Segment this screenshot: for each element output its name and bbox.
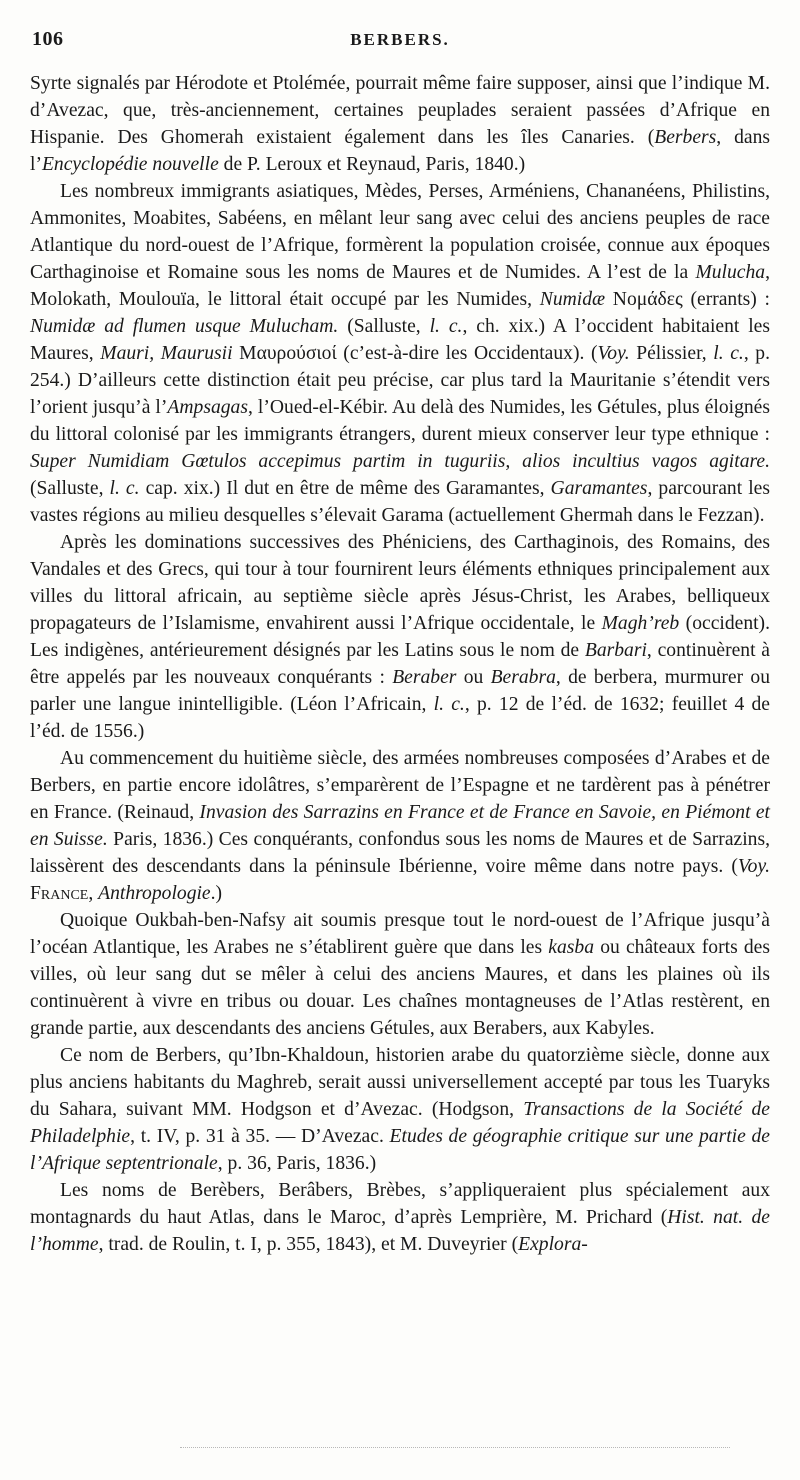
body-text: [30, 70, 770, 1258]
text-run: , p. 254.) D’ailleurs cette distinction était peu précise, car plus tard la Mauritanie s’étendit vers l’orient jusqu’à l’: [30, 343, 771, 418]
text-run: , dans l’: [30, 127, 770, 175]
text-run: Paris, 1836.) Ces conquérants, confondus sous les noms de Maures et de Sarrazins, laissèrent des descendants dans la péninsule Ibérienne, voire même dans notre pays. (: [30, 829, 770, 877]
italic-run: Magh’reb: [601, 613, 680, 634]
paragraph: [30, 1177, 770, 1258]
italic-run: Voy.: [597, 343, 630, 364]
text-run: , p. 36, Paris, 1836.): [217, 1153, 377, 1174]
text-run: .): [210, 883, 223, 904]
running-head: [30, 28, 770, 60]
italic-run: Invasion des Sarrazins en France et de France en Savoie, en Piémont et en Suisse.: [30, 802, 770, 850]
text-run: Νομάδες (errants) :: [605, 289, 770, 310]
text-run: Ce nom de Berbers, qu’Ibn-Khaldoun, historien arabe du quatorzième siècle, donne aux plus anciens habitants du Maghreb, serait aussi universellement accepté par tous les Tuaryks du Sahara, suivant MM. Hodgson et d’Avezac. (Hodgson,: [30, 1045, 770, 1120]
paragraph: [30, 178, 770, 529]
italic-run: Etudes de géographie critique sur une partie de l’Afrique septentrionale: [30, 1126, 770, 1174]
text-run: , continuèrent à être appelés par les nouveaux conquérants :: [30, 640, 770, 688]
text-run: , trad. de Roulin, t. I, p. 355, 1843), et M. Duveyrier (: [98, 1234, 519, 1255]
italic-run: Numidæ: [539, 289, 606, 310]
italic-run: Anthropologie: [98, 883, 211, 904]
italic-run: Voy.: [737, 856, 770, 877]
italic-run: Numidæ ad flumen usque Mulucham.: [30, 316, 339, 337]
text-run: de P. Leroux et Reynaud, Paris, 1840.): [218, 154, 526, 175]
text-run: Syrte signalés par Hérodote et Ptolémée, pourrait même faire supposer, ainsi que l’indique M. d’Avezac, que, très-anciennement, certaines peuplades seraient passées d’Afrique en Hispanie. Des Ghomerah existaient également dans les îles Canaries. (: [30, 73, 770, 148]
text-run: , parcourant les vastes régions au milieu desquelles s’élevait Garama (actuellement Ghermah dans le Fezzan).: [30, 478, 770, 526]
text-run: Μαυρούσιοί (c’est-à-dire les Occidentaux). (: [232, 343, 598, 364]
italic-run: Explora-: [518, 1234, 588, 1255]
smallcaps-run: France: [30, 883, 89, 904]
header-title: BERBERS.: [350, 30, 450, 49]
italic-run: Mauri, Maurusii: [100, 343, 233, 364]
text-run: Quoique Oukbah-ben-Nafsy ait soumis presque tout le nord-ouest de l’Afrique jusqu’à l’océan Atlantique, les Arabes ne s’établirent guère que dans les: [30, 910, 770, 958]
italic-run: Ampsagas: [167, 397, 248, 418]
italic-run: Hist. nat. de l’homme: [30, 1207, 770, 1255]
paragraph: [30, 1042, 770, 1177]
text-run: (Salluste,: [338, 316, 430, 337]
italic-run: kasba: [548, 937, 595, 958]
text-run: Les noms de Berèbers, Berâbers, Brèbes, s’appliqueraient plus spécialement aux montagnards du haut Atlas, dans le Maroc, d’après Lemprière, M. Prichard (: [30, 1180, 770, 1228]
text-run: Pélissier,: [629, 343, 714, 364]
italic-run: Berbers: [654, 127, 717, 148]
page-number: 106: [32, 28, 64, 50]
text-run: Au commencement du huitième siècle, des armées nombreuses composées d’Arabes et de Berbers, en partie encore idolâtres, s’emparèrent de l’Espagne et ne tardèrent pas à pénétrer en France. (Reinaud,: [30, 748, 770, 823]
italic-run: Encyclopédie nouvelle: [41, 154, 219, 175]
text-run: Les nombreux immigrants asiatiques, Mèdes, Perses, Arméniens, Chananéens, Philistins, Ammonites, Moabites, Sabéens, en mêlant leur sang avec celui des anciens peuples de race Atlantique du nord-ouest de l’Afrique, formèrent la population croisée, connue aux époques Carthaginoise et Romaine sous les noms de Maures et de Numides. A l’est de la: [30, 181, 770, 283]
italic-run: l. c.: [433, 694, 465, 715]
italic-run: Transactions de la Société de Philadelphie: [30, 1099, 770, 1147]
italic-run: Beraber: [392, 667, 457, 688]
italic-run: Super Numidiam Gœtulos accepimus partim in tuguriis, alios incultius vagos agitare.: [30, 451, 770, 472]
text-run: cap. xix.) Il dut en être de même des Garamantes,: [139, 478, 551, 499]
bottom-rule: [180, 1447, 730, 1448]
text-run: Après les dominations successives des Phéniciens, des Carthaginois, des Romains, des Vandales et des Grecs, qui tour à tour fournirent leurs éléments ethniques principalement aux villes du littoral africain, au septième siècle après Jésus-Christ, les Arabes, belliqueux propagateurs de l’Islamisme, envahirent aussi l’Afrique occidentale, le: [30, 532, 770, 634]
italic-run: Berabra: [490, 667, 556, 688]
text-run: , p. 12 de l’éd. de 1632; feuillet 4 de l’éd. de 1556.): [30, 694, 770, 742]
text-run: ou: [456, 667, 491, 688]
text-run: , de berbera, murmurer ou parler une langue inintelligible. (Léon l’Africain,: [30, 667, 770, 715]
italic-run: l. c.: [429, 316, 463, 337]
italic-run: l. c.: [109, 478, 140, 499]
text-run: ou châteaux forts des villes, où leur sang dut se mêler à celui des anciens Maures, et dans les plaines où ils continuèrent à vivre en tribus ou douar. Les chaînes montagneuses de l’Atlas restèrent, en grande partie, aux descendants des anciens Gétules, aux Berabers, aux Kabyles.: [30, 937, 770, 1039]
text-run: , l’Oued-el-Kébir. Au delà des Numides, les Gétules, plus éloignés du littoral colonisé par les immigrants étrangers, durent mieux conserver leur type ethnique :: [30, 397, 770, 445]
italic-run: Mulucha: [695, 262, 766, 283]
text-run: , Molokath, Moulouïa, le littoral était occupé par les Numides,: [30, 262, 770, 310]
text-run: (Salluste,: [30, 478, 110, 499]
paragraph: [30, 907, 770, 1042]
italic-run: Garamantes: [550, 478, 648, 499]
text-run: , ch. xix.) A l’occident habitaient les Maures,: [30, 316, 770, 364]
italic-run: l. c.: [713, 343, 744, 364]
italic-run: Barbari: [584, 640, 647, 661]
text-run: , t. IV, p. 31 à 35. — D’Avezac.: [130, 1126, 390, 1147]
text-run: ,: [88, 883, 99, 904]
paragraph: [30, 70, 770, 178]
text-run: (occident). Les indigènes, antérieurement désignés par les Latins sous le nom de: [30, 613, 770, 661]
paragraph: [30, 745, 770, 907]
paragraph: [30, 529, 770, 745]
